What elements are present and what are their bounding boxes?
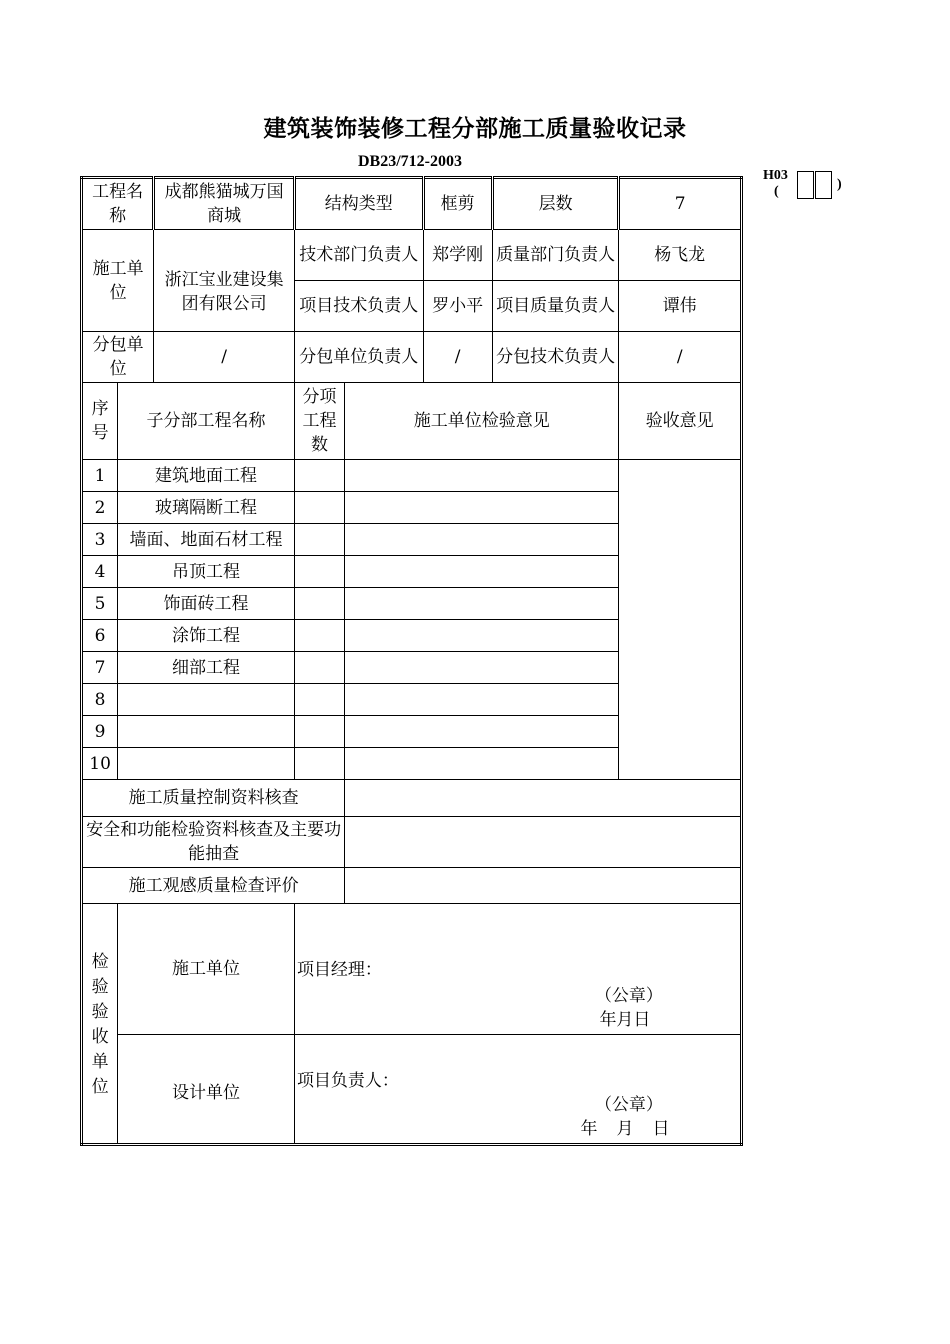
seal-text: （公章） xyxy=(594,986,663,1006)
sub-tech-head-value[interactable]: / xyxy=(619,332,742,383)
row-seq: 2 xyxy=(82,492,118,524)
row-subsection-name: 细部工程 xyxy=(118,652,295,684)
signoff-design-label: 设计单位 xyxy=(118,1035,295,1145)
row-item-count[interactable] xyxy=(294,460,344,492)
subsection-name-header: 子分部工程名称 xyxy=(118,383,295,460)
subcontractor-value[interactable]: / xyxy=(154,332,295,383)
form-code-open: ( xyxy=(774,184,779,199)
row-item-count[interactable] xyxy=(294,748,344,780)
page-title: 建筑装饰装修工程分部施工质量验收记录 xyxy=(263,115,687,142)
sub-unit-head-label: 分包单位负责人 xyxy=(294,332,423,383)
row-item-count[interactable] xyxy=(294,524,344,556)
project-quality-head-value[interactable]: 谭伟 xyxy=(619,281,742,332)
row-subsection-name: 涂饰工程 xyxy=(118,620,295,652)
form-code-label: H03 xyxy=(763,168,788,183)
row-contractor-opinion[interactable] xyxy=(345,748,619,780)
year-text: 年 xyxy=(580,1119,598,1139)
standard-number: DB23/712-2003 xyxy=(358,153,462,170)
quality-control-row xyxy=(82,780,742,817)
table-row xyxy=(82,460,742,492)
project-tech-head-value[interactable]: 罗小平 xyxy=(423,281,492,332)
floors-value[interactable]: 7 xyxy=(619,178,742,230)
safety-function-value[interactable] xyxy=(345,817,742,868)
row-contractor-opinion[interactable] xyxy=(345,684,619,716)
seal-text: （公章） xyxy=(594,1095,663,1115)
row-seq: 7 xyxy=(82,652,118,684)
quality-dept-head-value[interactable]: 杨飞龙 xyxy=(619,230,742,281)
row-subsection-name: 饰面砖工程 xyxy=(118,588,295,620)
row-contractor-opinion[interactable] xyxy=(345,716,619,748)
row-seq: 1 xyxy=(82,460,118,492)
row-item-count[interactable] xyxy=(294,588,344,620)
row-seq: 8 xyxy=(82,684,118,716)
structure-type-label: 结构类型 xyxy=(294,178,423,230)
row-subsection-name: 吊顶工程 xyxy=(118,556,295,588)
project-name-label: 工程名称 xyxy=(82,178,154,230)
row-seq: 10 xyxy=(82,748,118,780)
quality-dept-head-label: 质量部门负责人 xyxy=(492,230,619,281)
contractor-label: 施工单位 xyxy=(82,230,154,332)
row-seq: 3 xyxy=(82,524,118,556)
row-seq: 9 xyxy=(82,716,118,748)
seq-header: 序号 xyxy=(82,383,118,460)
subcontractor-label: 分包单位 xyxy=(82,332,154,383)
row-seq: 5 xyxy=(82,588,118,620)
row-item-count[interactable] xyxy=(294,620,344,652)
row-subsection-name[interactable] xyxy=(118,748,295,780)
appearance-label: 施工观感质量检查评价 xyxy=(82,868,345,904)
project-quality-head-label: 项目质量负责人 xyxy=(492,281,619,332)
signoff-contractor-label: 施工单位 xyxy=(118,904,295,1035)
sub-unit-head-value[interactable]: / xyxy=(423,332,492,383)
contractor-row-1 xyxy=(82,230,742,281)
signoff-contractor-area[interactable] xyxy=(294,904,741,1035)
row-contractor-opinion[interactable] xyxy=(345,620,619,652)
row-contractor-opinion[interactable] xyxy=(345,460,619,492)
signoff-contractor-row xyxy=(82,904,742,1035)
appearance-row xyxy=(82,868,742,904)
acceptance-opinion-header: 验收意见 xyxy=(619,383,742,460)
tech-dept-head-value[interactable]: 郑学刚 xyxy=(423,230,492,281)
item-count-header: 分项工程数 xyxy=(294,383,344,460)
form-code-box-2[interactable] xyxy=(815,171,832,199)
safety-function-label: 安全和功能检验资料核查及主要功能抽查 xyxy=(82,817,345,868)
floors-label: 层数 xyxy=(492,178,619,230)
row-subsection-name: 玻璃隔断工程 xyxy=(118,492,295,524)
form-code-close: ) xyxy=(837,177,842,192)
row-contractor-opinion[interactable] xyxy=(345,492,619,524)
items-header-row xyxy=(82,383,742,460)
day-text: 日 xyxy=(652,1119,670,1139)
signoff-group-label: 检验验收单位 xyxy=(82,904,118,1145)
project-manager-label: 项目经理： xyxy=(296,960,382,980)
row-seq: 4 xyxy=(82,556,118,588)
row-contractor-opinion[interactable] xyxy=(345,524,619,556)
sub-tech-head-label: 分包技术负责人 xyxy=(492,332,619,383)
row-item-count[interactable] xyxy=(294,492,344,524)
contractor-value[interactable]: 浙江宝业建设集团有限公司 xyxy=(154,230,295,332)
tech-dept-head-label: 技术部门负责人 xyxy=(294,230,423,281)
acceptance-opinion-value[interactable] xyxy=(619,460,742,780)
row-subsection-name: 墙面、地面石材工程 xyxy=(118,524,295,556)
row-subsection-name[interactable] xyxy=(118,684,295,716)
project-tech-head-label: 项目技术负责人 xyxy=(294,281,423,332)
month-text: 月 xyxy=(616,1119,634,1139)
appearance-value[interactable] xyxy=(345,868,742,904)
date-fields xyxy=(565,1117,685,1141)
row-subsection-name[interactable] xyxy=(118,716,295,748)
safety-function-row xyxy=(82,817,742,868)
acceptance-record-table xyxy=(80,176,743,1146)
project-head-label: 项目负责人： xyxy=(296,1071,399,1091)
project-name-value[interactable]: 成都熊猫城万国商城 xyxy=(154,178,295,230)
contractor-opinion-header: 施工单位检验意见 xyxy=(345,383,619,460)
subcontractor-row xyxy=(82,332,742,383)
project-info-row xyxy=(82,178,742,230)
row-seq: 6 xyxy=(82,620,118,652)
row-subsection-name: 建筑地面工程 xyxy=(118,460,295,492)
signoff-design-area[interactable] xyxy=(294,1035,741,1145)
signoff-design-row xyxy=(82,1035,742,1145)
row-contractor-opinion[interactable] xyxy=(345,556,619,588)
form-code xyxy=(760,168,850,204)
row-contractor-opinion[interactable] xyxy=(345,652,619,684)
date-text: 年月日 xyxy=(599,1010,651,1030)
structure-type-value[interactable]: 框剪 xyxy=(423,178,492,230)
row-contractor-opinion[interactable] xyxy=(345,588,619,620)
row-item-count[interactable] xyxy=(294,652,344,684)
row-item-count[interactable] xyxy=(294,684,344,716)
quality-control-label: 施工质量控制资料核查 xyxy=(82,780,345,817)
form-code-box-1[interactable] xyxy=(797,171,814,199)
row-item-count[interactable] xyxy=(294,556,344,588)
row-item-count[interactable] xyxy=(294,716,344,748)
quality-control-value[interactable] xyxy=(345,780,742,817)
